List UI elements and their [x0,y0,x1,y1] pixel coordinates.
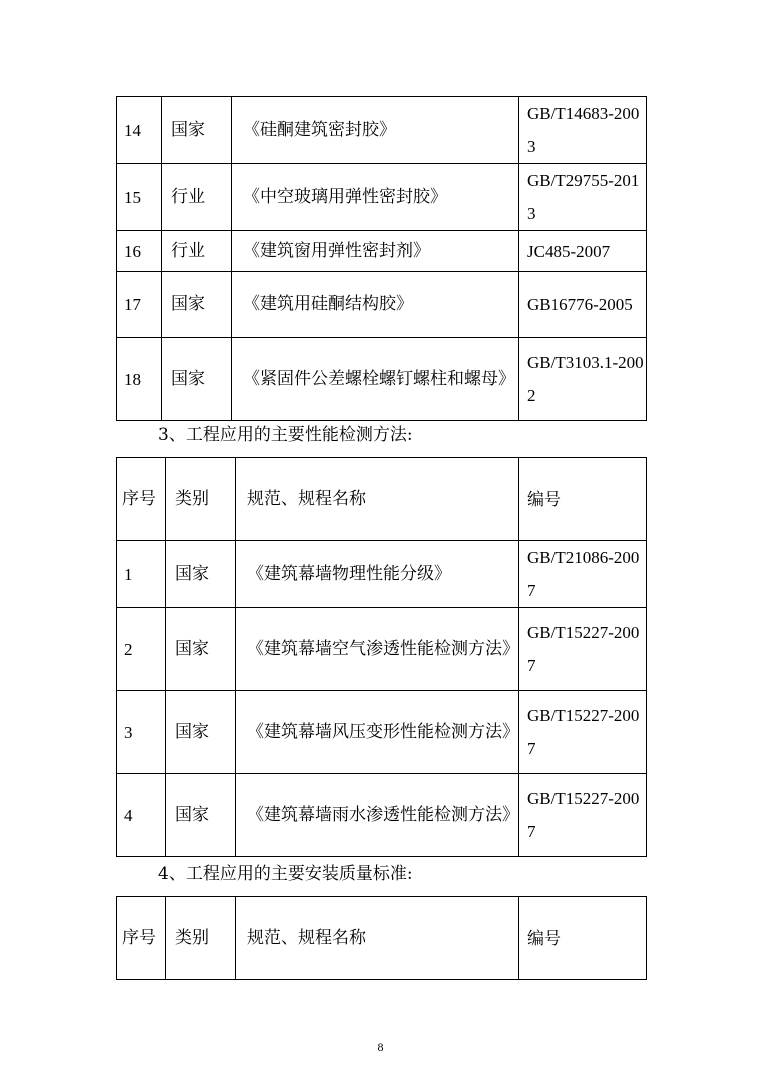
table-row [117,97,647,164]
table-row [117,608,647,691]
row-standard-code: GB/T15227-2007 [519,774,647,857]
header-category: 类别 [166,897,236,980]
row-standard-name: 《中空玻璃用弹性密封胶》 [232,164,519,231]
table-header-row [117,458,647,541]
row-number: 15 [117,164,162,231]
row-standard-code: GB/T21086-2007 [519,541,647,608]
row-number: 18 [117,338,162,421]
row-number: 4 [117,774,166,857]
standards-table-continued [116,96,647,421]
header-standard-code: 编号 [519,897,647,980]
row-category: 国家 [162,338,232,421]
row-standard-code: GB/T15227-2007 [519,691,647,774]
header-number: 序号 [117,458,166,541]
row-number: 16 [117,231,162,272]
table-row [117,231,647,272]
section-3-heading: 3、工程应用的主要性能检测方法: [158,425,413,445]
row-category: 行业 [162,231,232,272]
row-number: 2 [117,608,166,691]
header-standard-code: 编号 [519,458,647,541]
row-category: 行业 [162,164,232,231]
row-standard-name: 《建筑用硅酮结构胶》 [232,272,519,338]
row-standard-name: 《硅酮建筑密封胶》 [232,97,519,164]
row-number: 3 [117,691,166,774]
row-standard-name: 《建筑窗用弹性密封剂》 [232,231,519,272]
row-category: 国家 [166,541,236,608]
table-header-row [117,897,647,980]
row-standard-code: JC485-2007 [519,231,647,272]
row-standard-code: GB/T15227-2007 [519,608,647,691]
table-row [117,338,647,421]
table-row [117,541,647,608]
row-category: 国家 [166,774,236,857]
row-standard-code: GB/T29755-2013 [519,164,647,231]
row-standard-name: 《建筑幕墙物理性能分级》 [236,541,519,608]
header-standard-name: 规范、规程名称 [236,897,519,980]
table-row [117,691,647,774]
installation-quality-standards-table [116,896,647,980]
row-standard-name: 《建筑幕墙雨水渗透性能检测方法》 [236,774,519,857]
table-row [117,272,647,338]
row-number: 1 [117,541,166,608]
header-number: 序号 [117,897,166,980]
row-standard-name: 《建筑幕墙空气渗透性能检测方法》 [236,608,519,691]
row-category: 国家 [166,691,236,774]
row-category: 国家 [166,608,236,691]
row-standard-code: GB16776-2005 [519,272,647,338]
row-standard-name: 《紧固件公差螺栓螺钉螺柱和螺母》 [232,338,519,421]
row-standard-code: GB/T3103.1-200 2 [519,338,647,421]
table-row [117,774,647,857]
row-number: 14 [117,97,162,164]
section-4-heading: 4、工程应用的主要安装质量标准: [158,864,413,884]
performance-test-methods-table [116,457,647,857]
row-category: 国家 [162,97,232,164]
page-number: 8 [377,1040,384,1054]
row-standard-code: GB/T14683-2003 [519,97,647,164]
header-category: 类别 [166,458,236,541]
header-standard-name: 规范、规程名称 [236,458,519,541]
row-standard-name: 《建筑幕墙风压变形性能检测方法》 [236,691,519,774]
table-row [117,164,647,231]
row-category: 国家 [162,272,232,338]
row-number: 17 [117,272,162,338]
